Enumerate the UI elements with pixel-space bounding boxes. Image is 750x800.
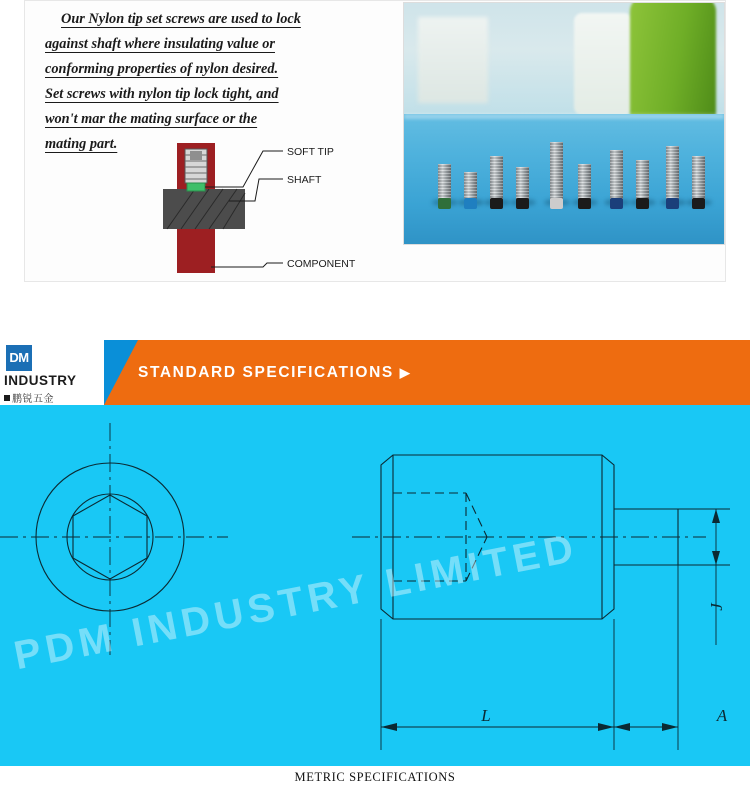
photo-screw — [438, 164, 451, 200]
photo-screw — [692, 156, 705, 200]
set-screw-body — [185, 149, 207, 183]
logo-mark: DM — [6, 345, 32, 371]
watermark: PDM INDUSTRY LIMITED — [10, 525, 582, 679]
description-line-text: against shaft where insulating value or — [45, 36, 275, 52]
photo-prop-white — [574, 13, 632, 115]
photo-screw-threads — [550, 142, 563, 200]
company-logo — [0, 340, 104, 405]
photo-screw — [666, 146, 679, 200]
logo-name: INDUSTRY — [4, 373, 77, 388]
band-diagonal-cut — [104, 340, 138, 405]
page-bottom-strip — [0, 785, 750, 800]
soft-tip — [187, 183, 205, 191]
description-card — [24, 0, 726, 282]
photo-screw-threads — [636, 160, 649, 200]
product-photo — [403, 2, 725, 245]
photo-screw-threads — [464, 172, 477, 200]
photo-screw-threads — [438, 164, 451, 200]
photo-screw — [578, 164, 591, 200]
description-line-text: mating part. — [45, 136, 118, 152]
photo-screw-threads — [516, 167, 529, 200]
schematic-label-soft-tip: SOFT TIP — [287, 146, 334, 158]
photo-screw-nylon-tip — [438, 198, 451, 209]
dimension-arrows — [381, 509, 720, 731]
description-text — [45, 7, 375, 157]
photo-screw-nylon-tip — [666, 198, 679, 209]
description-line — [45, 57, 375, 82]
section-title — [138, 340, 411, 405]
logo-chinese-name — [4, 390, 54, 405]
photo-prop-green-bottle — [630, 2, 716, 122]
photo-screw-threads — [578, 164, 591, 200]
shaft-block — [163, 189, 245, 229]
schematic-label-component: COMPONENT — [287, 258, 356, 270]
product-description-panel — [0, 0, 750, 325]
description-line — [45, 32, 375, 57]
photo-screw-nylon-tip — [490, 198, 503, 209]
technical-drawing-area — [0, 405, 750, 785]
logo-chinese-text: 鹏锐五金 — [12, 394, 54, 405]
dimension-label-length: L — [481, 706, 491, 725]
section-header-band — [0, 340, 750, 405]
photo-screw-threads — [610, 150, 623, 200]
description-line-text: Our Nylon tip set screws are used to lock — [61, 11, 301, 27]
photo-screw-nylon-tip — [550, 198, 563, 209]
photo-screw — [490, 156, 503, 200]
photo-screw — [550, 142, 563, 200]
description-line — [45, 82, 375, 107]
schematic-label-shaft: SHAFT — [287, 174, 322, 186]
photo-screw — [516, 167, 529, 200]
photo-screw-nylon-tip — [464, 198, 477, 209]
photo-screw-nylon-tip — [610, 198, 623, 209]
photo-screw-threads — [666, 146, 679, 200]
description-line — [45, 7, 375, 32]
set-screw-engineering-drawing — [0, 405, 750, 765]
set-screw-assembly-schematic — [155, 141, 395, 281]
photo-screw-nylon-tip — [636, 198, 649, 209]
description-line — [45, 107, 375, 132]
photo-screw — [636, 160, 649, 200]
photo-screw-nylon-tip — [578, 198, 591, 209]
dimension-label-tip-length: A — [716, 706, 728, 725]
photo-screw-nylon-tip — [516, 198, 529, 209]
photo-prop-white-left — [418, 17, 488, 103]
photo-screw — [610, 150, 623, 200]
photo-screw-nylon-tip — [692, 198, 705, 209]
triangle-right-icon: ▶ — [399, 365, 412, 380]
spec-table-title: METRIC SPECIFICATIONS — [294, 770, 456, 784]
end-view-centerlines — [0, 423, 228, 655]
photo-table-edge — [404, 114, 724, 119]
photo-screw — [464, 172, 477, 200]
section-title-text: STANDARD SPECIFICATIONS — [138, 364, 394, 381]
dimension-label-socket-depth: J — [707, 603, 726, 611]
spec-table-header-strip — [0, 765, 750, 785]
description-line-text: Set screws with nylon tip lock tight, and — [45, 86, 279, 102]
photo-screw-threads — [490, 156, 503, 200]
description-line-text: conforming properties of nylon desired. — [45, 61, 279, 77]
photo-screw-threads — [692, 156, 705, 200]
description-line-text: won't mar the mating surface or the — [45, 111, 258, 127]
